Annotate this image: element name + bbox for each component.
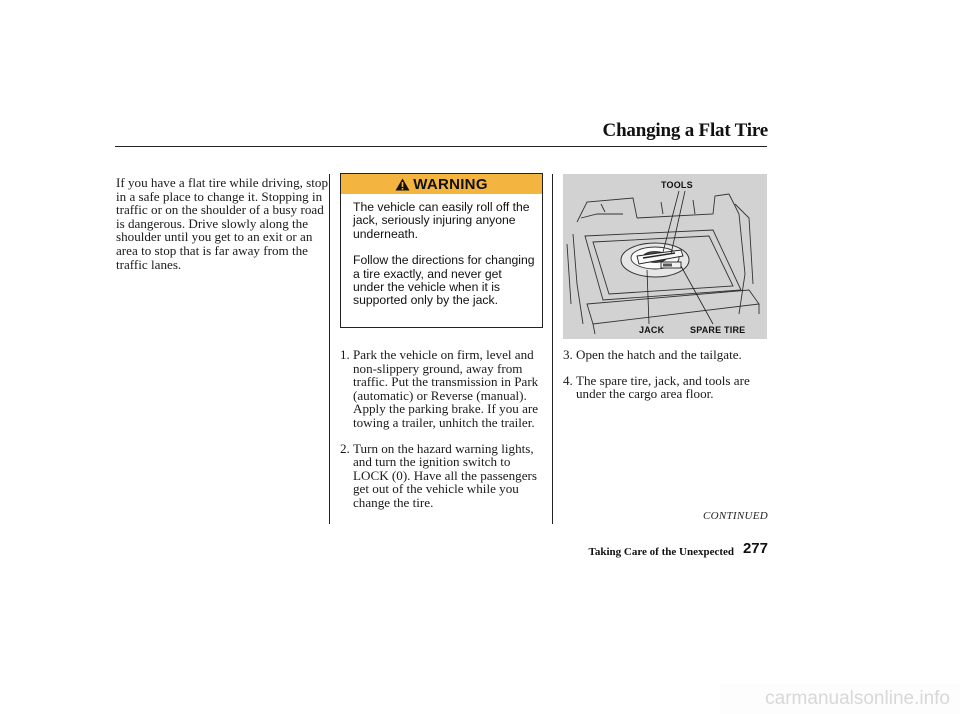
warning-box (340, 173, 543, 328)
step-number: 4. (563, 372, 573, 388)
step-4 (563, 374, 773, 401)
watermark: carmanualsonline.info (720, 684, 960, 714)
warning-paragraph-1: The vehicle can easily roll off the jack, seriously injuring anyone underneath. (353, 200, 530, 241)
step-text: Turn on the hazard warning lights, and turn the ignition switch to LOCK (0). Have all the passengers get out of the vehicle while you change the tire. (353, 440, 537, 510)
step-2 (340, 442, 548, 510)
step-number: 1. (340, 347, 350, 362)
step-number: 2. (340, 440, 350, 456)
step-3 (563, 348, 773, 362)
column-divider-left (329, 174, 330, 524)
warning-text (353, 201, 535, 321)
step-text: Park the vehicle on firm, level and non-slippery ground, away from traffic. Put the transmission in Park (automatic) or Reverse (manual). Apply the parking brake. If you are towing a trailer, unhitch the trailer. (353, 347, 539, 430)
page-title: Changing a Flat Tire (602, 120, 768, 141)
continued-note: CONTINUED (702, 510, 768, 522)
cargo-area-illustration (563, 174, 767, 339)
spare-tire-diagram (563, 174, 767, 339)
warning-paragraph-2: Follow the directions for changing a tire exactly, and never get under the vehicle when it is supported only by the jack. (353, 253, 535, 308)
warning-label: WARNING (413, 175, 488, 193)
intro-paragraph (116, 176, 328, 271)
steps-column-right (563, 348, 773, 413)
step-text: Open the hatch and the tailgate. (576, 347, 742, 362)
intro-text: If you have a flat tire while driving, stop in a safe place to change it. Stopping in traffic or on the shoulder of a busy road is dangerous. Drive slowly along the shoulder until you get to an exit or an area to stop that is far away from the traffic lanes. (116, 175, 328, 272)
steps-column-middle (340, 348, 548, 522)
step-text: The spare tire, jack, and tools are under the cargo area floor. (576, 372, 750, 402)
spare-tire-label: SPARE TIRE (690, 325, 746, 335)
step-1 (340, 348, 548, 430)
footer-section-title: Taking Care of the Unexpected (588, 546, 734, 558)
warning-banner (341, 174, 542, 194)
column-divider-right (552, 174, 553, 524)
page-number: 277 (742, 540, 768, 557)
step-number: 3. (563, 347, 573, 362)
warning-triangle-icon (395, 178, 410, 191)
header-rule (115, 146, 767, 147)
jack-label: JACK (639, 325, 665, 335)
tools-label: TOOLS (661, 180, 693, 190)
